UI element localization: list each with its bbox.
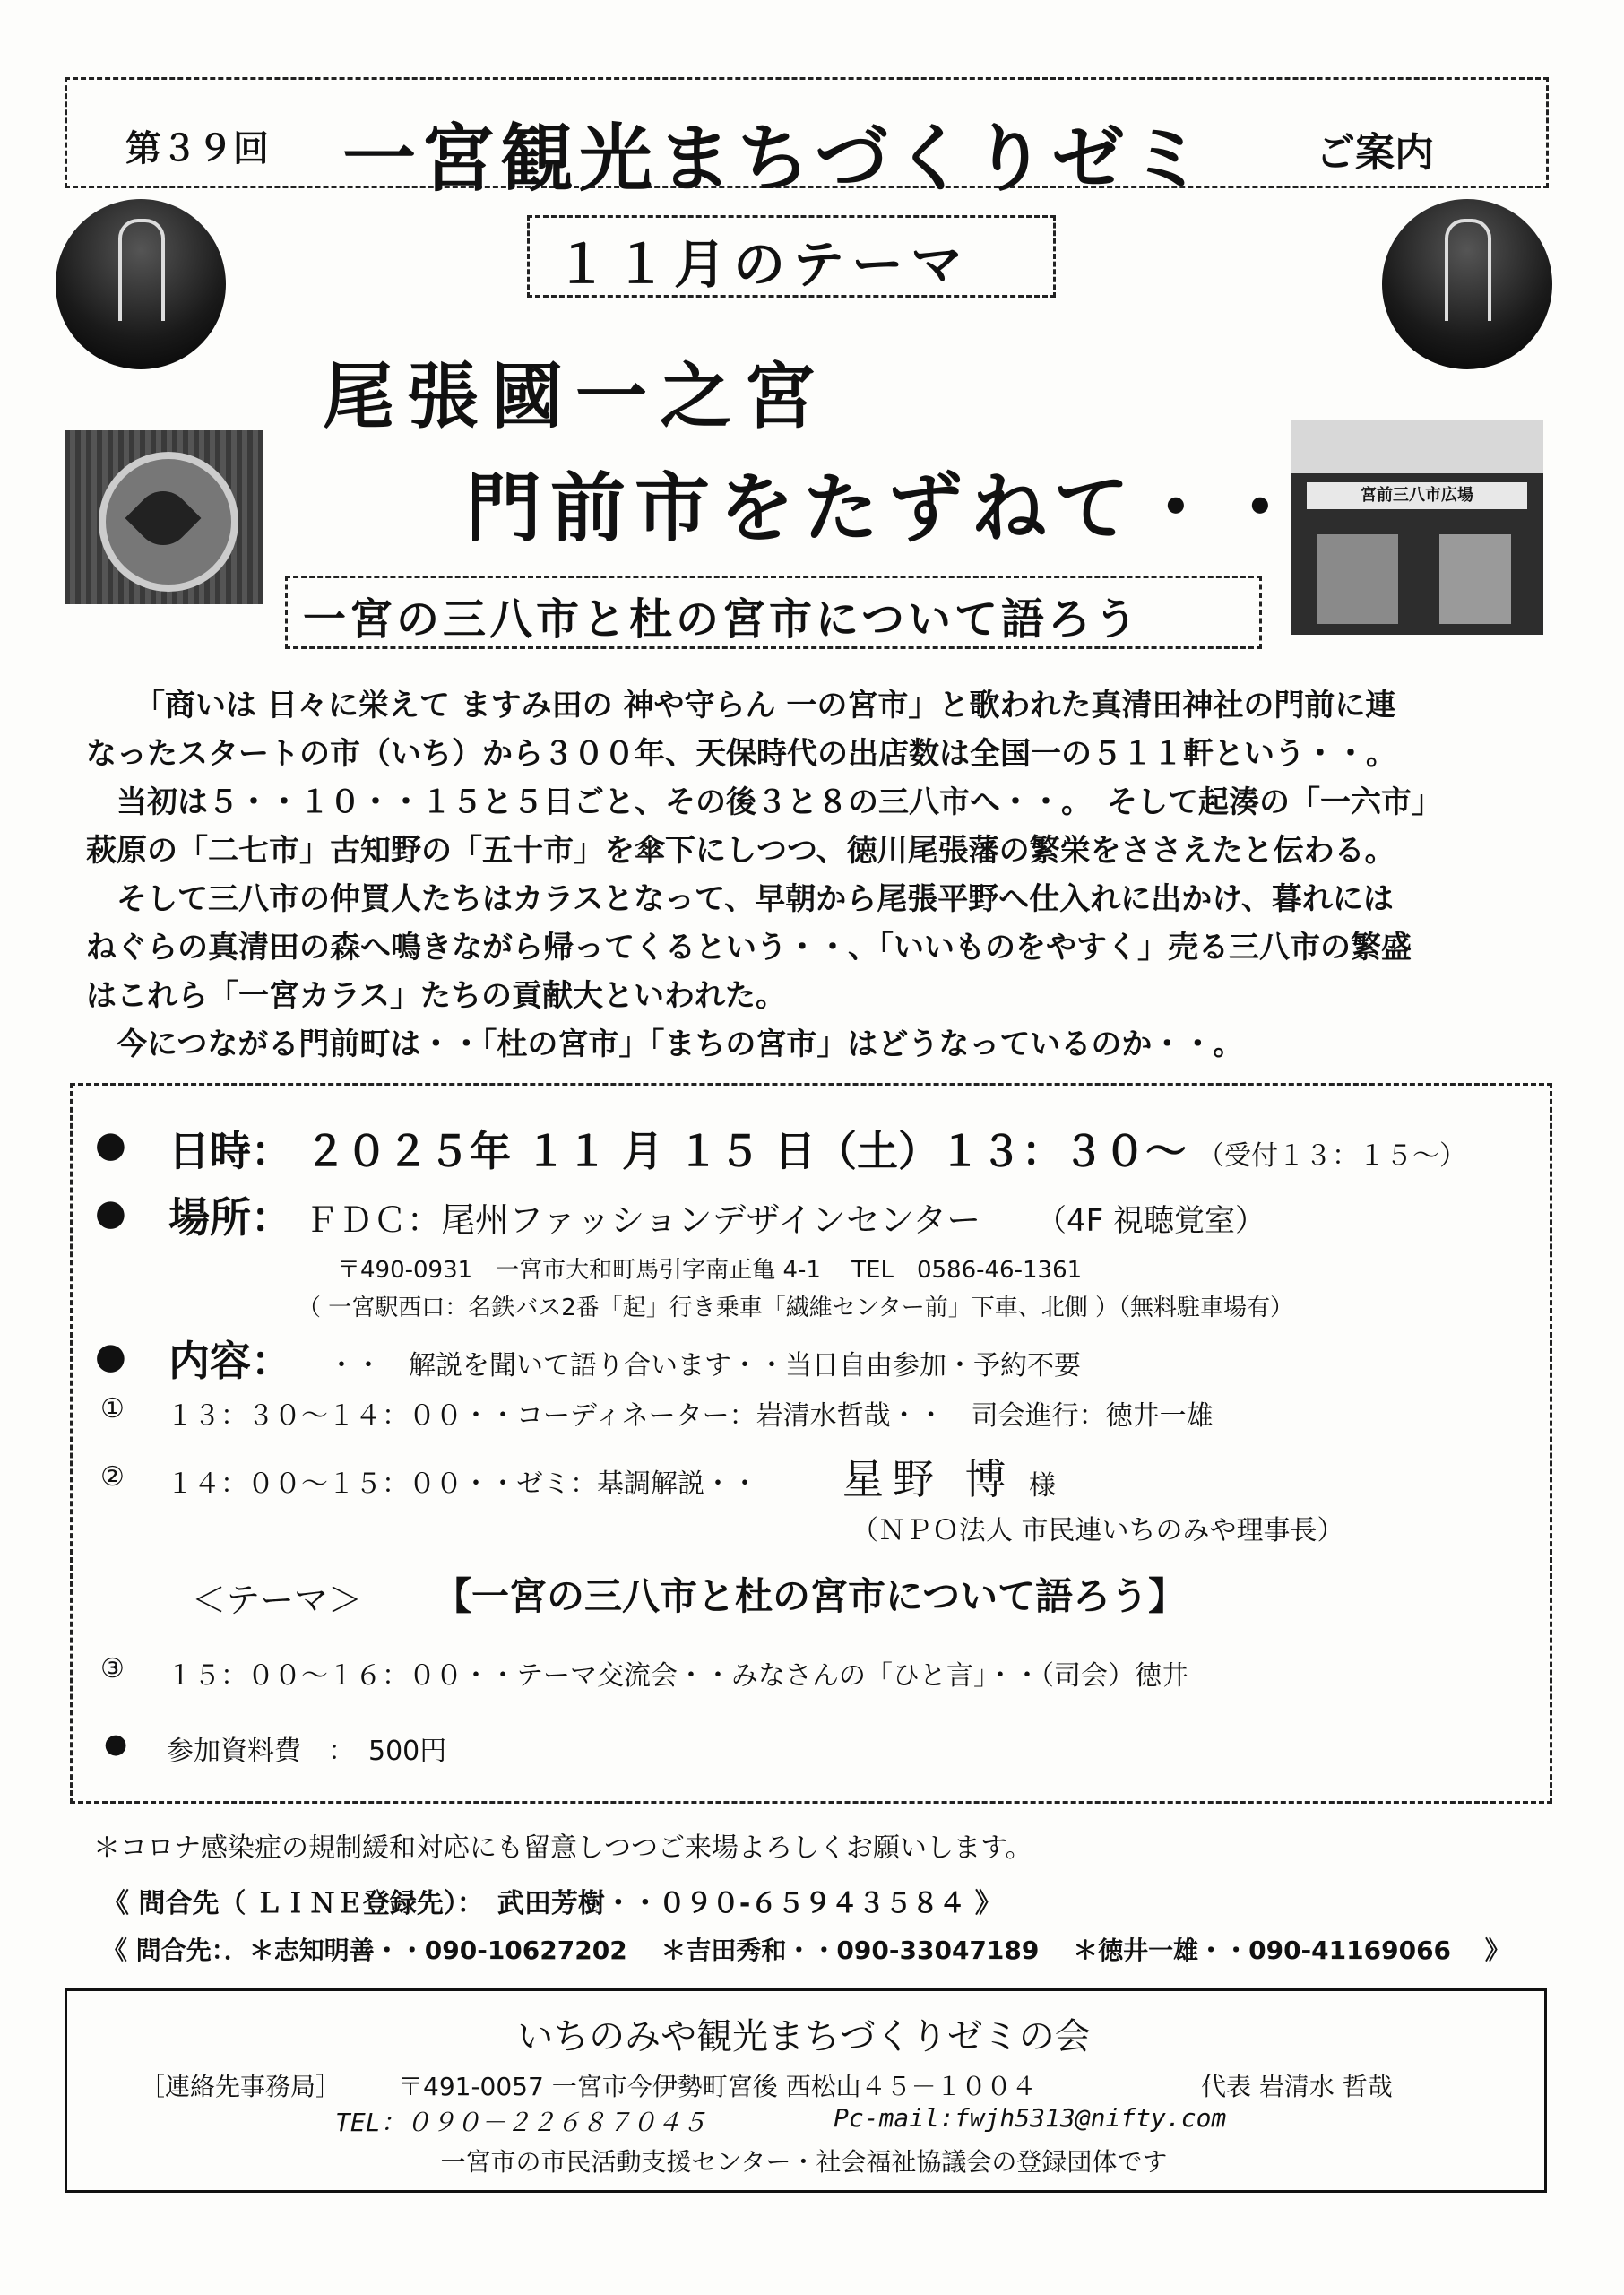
bullet: ● bbox=[95, 1124, 126, 1165]
speaker-honorific: 様 bbox=[1029, 1470, 1056, 1502]
main-title-line2: 門前市をたずねて・・ bbox=[466, 464, 1307, 552]
bullet: ● bbox=[104, 1728, 128, 1760]
intro-line: なったスタートの市（いち）から３００年、天保時代の出店数は全国一の５１１軒という・・。 bbox=[86, 736, 1396, 772]
intro-line: 当初は５・・１０・・１５と５日ごと、その後３と８の三八市へ・・。 そして起湊の「一六市」 bbox=[86, 784, 1442, 820]
intro-line: はこれら「一宮カラス」たちの貢献大といわれた。 bbox=[86, 978, 786, 1014]
registration-note: 一宮市の市民活動支援センター・社会福祉協議会の登録団体です bbox=[440, 2147, 1168, 2177]
subtitle: 一宮の三八市と杜の宮市について語ろう bbox=[303, 594, 1142, 645]
market-sign: 宮前三八市広場 bbox=[1307, 482, 1527, 509]
office-label: ［連絡先事務局］ bbox=[140, 2072, 341, 2101]
program-item-2: １４：００～１５：００・・ゼミ：基調解説・・ bbox=[167, 1468, 758, 1500]
content-label: 内容： bbox=[168, 1337, 292, 1385]
speaker-name: 星野 博 bbox=[842, 1455, 1015, 1503]
phone: TEL：０９０－２２６８７０４５ bbox=[335, 2108, 707, 2137]
intro-line: ねぐらの真清田の森へ鳴きながら帰ってくるという・・、「いいものをやすく」売る三八市の繁盛 bbox=[86, 930, 1412, 966]
bridge-emblem-right bbox=[1382, 199, 1552, 369]
representative: 代表 岩清水 哲哉 bbox=[1201, 2072, 1393, 2101]
address: 〒490-0931 一宮市大和町馬引字南正亀 4-1 TEL 0586-46-1361 bbox=[337, 1257, 1083, 1284]
speaker-title: （ＮＰＯ法人 市民連いちのみや理事長） bbox=[851, 1515, 1344, 1546]
date-value: ２０２５年 １１ 月 １５ 日（土）１３：３０～ bbox=[305, 1127, 1188, 1175]
access-info: （ 一宮駅西口：名鉄バス2番「起」行き乗車「繊維センター前」下車、北側 ）（無料駐車場有） bbox=[298, 1295, 1294, 1321]
intro-line: そして三八市の仲買人たちはカラスとなって、早朝から尾張平野へ仕入れに出かけ、暮れには bbox=[86, 881, 1394, 917]
date-label: 日時： bbox=[168, 1127, 292, 1175]
org-name: いちのみや観光まちづくりゼミの会 bbox=[517, 2016, 1091, 2057]
theme-tag: ＜テーマ＞ bbox=[192, 1581, 363, 1620]
crest-photo bbox=[65, 430, 263, 604]
intro-line: 今につながる門前町は・・「杜の宮市」「まちの宮市」はどうなっているのか・・。 bbox=[86, 1026, 1244, 1062]
title-suffix: ご案内 bbox=[1316, 130, 1434, 176]
item-number: ③ bbox=[100, 1653, 125, 1684]
reception-time: （受付１３：１５～） bbox=[1197, 1140, 1466, 1172]
bridge-emblem-left bbox=[56, 199, 226, 369]
main-title-line1: 尾張國一之宮 bbox=[323, 354, 828, 438]
theme-value: 【一宮の三八市と杜の宮市について語ろう】 bbox=[434, 1574, 1187, 1618]
email: Pc-mail:fwjh5313@nifty.com bbox=[834, 2103, 1227, 2133]
place-room: （4F 視聴覚室） bbox=[1036, 1203, 1266, 1239]
place-value: ＦＤＣ：尾州ファッションデザインセンター bbox=[305, 1200, 981, 1240]
market-photo bbox=[1291, 420, 1543, 635]
edition-label: 第３９回 bbox=[125, 128, 269, 169]
contact-line: 《 問合先（ ＬＩＮＥ登録先）： 武田芳樹・・０９０-６５９４３５８４ 》 bbox=[102, 1888, 1002, 1919]
program-item-1: １３：３０～１４：００・・コーディネーター：岩清水哲哉・・ 司会進行：徳井一雄 bbox=[167, 1400, 1214, 1432]
office-address: 〒491-0057 一宮市今伊勢町宮後 西松山４５－１００４ bbox=[398, 2072, 1037, 2101]
bullet: ● bbox=[95, 1192, 126, 1234]
bullet: ● bbox=[95, 1336, 126, 1377]
event-info-box bbox=[70, 1083, 1552, 1804]
intro-line: 「商いは 日々に栄えて ますみ田の 神や守らん 一の宮市」と歌われた真清田神社の門前に連 bbox=[134, 688, 1396, 723]
covid-note: ＊コロナ感染症の規制緩和対応にも留意しつつご来場よろしくお願いします。 bbox=[93, 1832, 1032, 1864]
fee: 参加資料費 ： 500円 bbox=[167, 1736, 447, 1767]
content-value: ・・ 解説を聞いて語り合います・・当日自由参加・予約不要 bbox=[328, 1350, 1081, 1381]
item-number: ① bbox=[100, 1393, 125, 1425]
theme-label: １１月のテーマ bbox=[556, 234, 971, 295]
program-item-3: １５：００～１６：００・・テーマ交流会・・みなさんの「ひと言」・・（司会）徳井 bbox=[167, 1660, 1188, 1692]
contact-line: 《 問合先：．＊志知明善・・090-10627202 ＊吉田秀和・・090-33047189 ＊徳井一雄・・090-41169066 》 bbox=[102, 1936, 1510, 1965]
intro-line: 萩原の「二七市」古知野の「五十市」を傘下にしつつ、徳川尾張藩の繁栄をささえたと伝わる。 bbox=[86, 833, 1395, 869]
item-number: ② bbox=[100, 1461, 125, 1493]
place-label: 場所： bbox=[168, 1193, 292, 1242]
page-title: 一宮観光まちづくりゼミ bbox=[342, 116, 1210, 202]
